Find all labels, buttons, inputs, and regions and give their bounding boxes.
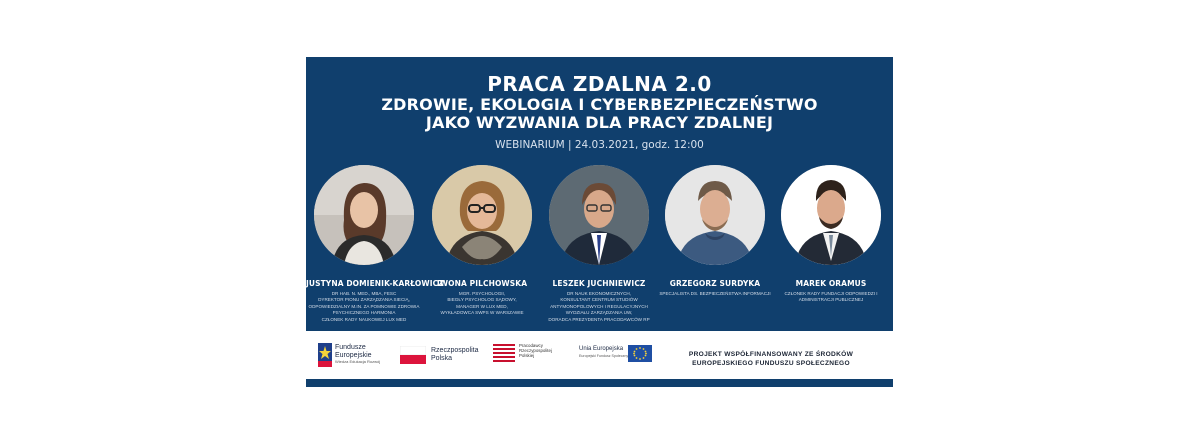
banner-subtitle-line2: JAKO WYZWANIA DLA PRACY ZDALNEJ: [425, 113, 774, 132]
rp-logo-line1: Rzeczpospolita: [431, 347, 479, 354]
speaker-name: GRZEGORZ SURDYKA: [669, 279, 761, 288]
banner-subtitle-line1: ZDROWIE, EKOLOGIA I CYBERBEZPIECZEŃSTWO: [381, 95, 818, 114]
fe-star-icon: [318, 343, 332, 367]
pracodawcy-line2: Rzeczypospolitej: [519, 348, 552, 353]
cofinancing-line2: EUROPEJSKIEGO FUNDUSZU SPOŁECZNEGO: [692, 360, 850, 367]
avatar: [549, 165, 649, 265]
avatar: [432, 165, 532, 265]
fe-logo-sub: Wiedza Edukacja Rozwój: [335, 359, 381, 364]
banner-main-panel: [306, 57, 893, 331]
ue-logo-sub: Europejski Fundusz Społeczny: [579, 353, 629, 358]
speaker-role: SPECJALISTA DS. BEZPIECZEŃSTWA INFORMACJI: [659, 291, 771, 296]
speaker-name: JUSTYNA DOMIENIK-KARŁOWICZ: [306, 279, 444, 288]
webinar-banner: [306, 57, 893, 387]
sponsor-logos-bar: [306, 331, 893, 381]
speaker-card: [773, 165, 889, 304]
event-info: WEBINARIUM | 24.03.2021, godz. 12:00: [495, 139, 704, 151]
pracodawcy-stripes-icon: [493, 343, 515, 365]
fe-logo-line2: Europejskie: [335, 351, 372, 359]
avatar: [781, 165, 881, 265]
pracodawcy-line1: Pracodawcy: [519, 343, 543, 348]
cofinancing-line1: PROJEKT WSPÓŁFINANSOWANY ZE ŚRODKÓW: [688, 351, 854, 358]
speaker-name: LESZEK JUCHNIEWICZ: [552, 279, 646, 288]
speaker-card: [306, 165, 444, 323]
bottom-accent-bar: [306, 379, 893, 387]
poland-flag-icon: [400, 346, 426, 364]
speaker-role: CZŁONEK RADY FUNDACJI ODPOWIEDZI I ADMINISTRACJI PUBLICZNEJ: [784, 291, 878, 303]
speaker-card: [541, 165, 657, 323]
avatar: [314, 165, 414, 265]
ue-logo-line1: Unia Europejska: [579, 346, 624, 352]
fe-logo-line1: Fundusze: [335, 344, 366, 351]
banner-title: PRACA ZDALNA 2.0: [487, 72, 712, 96]
eu-flag-icon: [628, 345, 652, 362]
avatar: [665, 165, 765, 265]
speaker-card: [424, 165, 540, 317]
speaker-role: DR NAUK EKONOMICZNYCH, KONSULTANT CENTRUM STUDIÓW ANTYMONOPOLOWYCH I REGULACYJNYCH WYDZIAŁU ZARZĄDZANIA UW, DORADCA PREZYDENTA PRACODAWCÓW RP: [548, 291, 650, 322]
speaker-role: DR HAB. N. MED., MBA, FESC DYREKTOR PIONU ZARZĄDZANIA SIECIĄ, ODPOWIEDZIALNY M.IN. ZA POMNOWIE ZDROWIA PSYCHICZNEGO HARMONIA CZŁONEK RADY NAUKOWEJ LUX MED: [308, 291, 420, 322]
speaker-name: MAREK ORAMUS: [795, 279, 867, 288]
speaker-card: [657, 165, 773, 297]
pracodawcy-line3: Polskiej: [519, 353, 535, 358]
speaker-role: MGR. PSYCHOLOGII, BIEGŁY PSYCHOLOG SĄDOWY, MANAGER W LUX MED, WYKŁADOWCA SWPS W WARSZAWIE: [440, 291, 524, 316]
speaker-name: IWONA PILCHOWSKA: [436, 279, 528, 288]
rp-logo-line2: Polska: [431, 354, 453, 362]
cofinancing-notice: [666, 350, 876, 368]
